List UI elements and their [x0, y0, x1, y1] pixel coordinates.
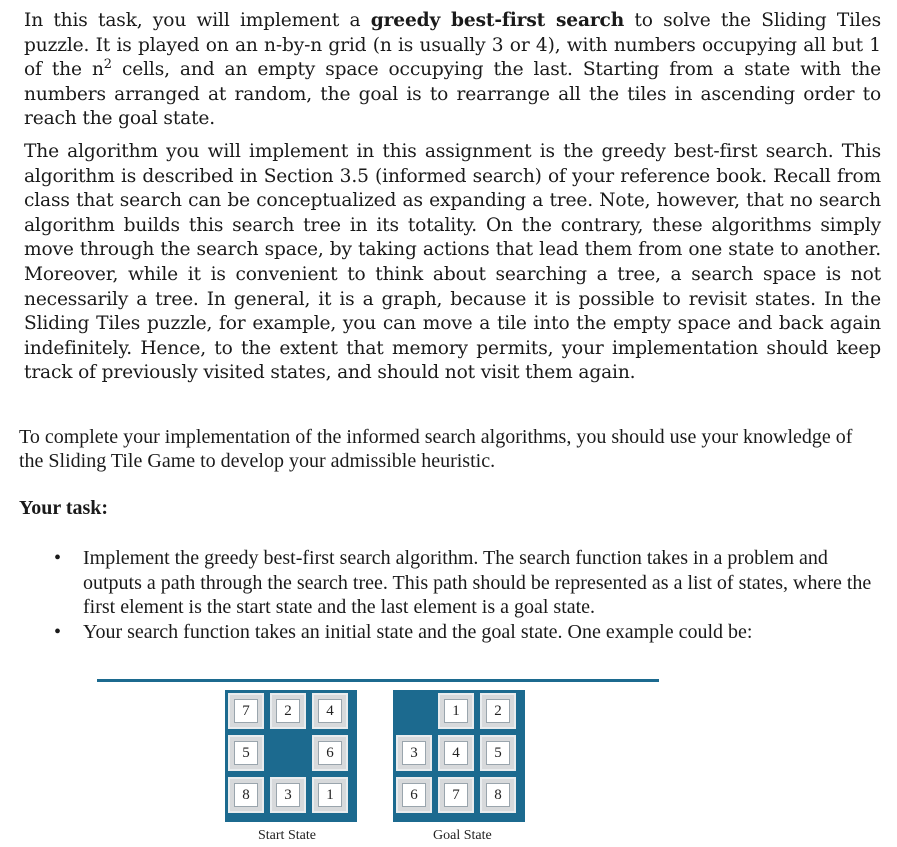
tile-number: 5: [486, 741, 510, 765]
tile-number: 4: [318, 699, 342, 723]
puzzle-tile: [228, 777, 264, 813]
goal-state-board: [393, 690, 525, 822]
tile-number: 2: [486, 699, 510, 723]
goal-state-caption: Goal State: [433, 828, 492, 843]
intro-bold-term: greedy best-first search: [370, 10, 625, 31]
tile-number: 2: [276, 699, 300, 723]
intro-text-a: In this task, you will implement a: [24, 10, 371, 31]
tile-number: 4: [444, 741, 468, 765]
bullet-icon: •: [54, 547, 62, 569]
empty-tile: [270, 735, 306, 771]
figure-divider: [97, 679, 659, 682]
puzzle-tile: [312, 735, 348, 771]
task-item-text: Your search function takes an initial state and the goal state. One example could be:: [83, 620, 753, 643]
puzzle-tile: [270, 693, 306, 729]
tile-number: 6: [318, 741, 342, 765]
task-list-item: [0, 620, 880, 645]
puzzle-tile: [438, 777, 474, 813]
tile-number: 3: [276, 783, 300, 807]
puzzle-tile: [396, 777, 432, 813]
tile-number: 8: [486, 783, 510, 807]
puzzle-tile: [438, 693, 474, 729]
tile-number: 8: [234, 783, 258, 807]
intro-paragraph: [24, 9, 881, 132]
tile-number: 6: [402, 783, 426, 807]
tile-number: 7: [234, 699, 258, 723]
puzzle-tile: [228, 735, 264, 771]
heuristic-paragraph: To complete your implementation of the informed search algorithms, you should use your knowledge of the Sliding Tile Game to develop your admissible heuristic.: [19, 426, 853, 472]
start-state-caption: Start State: [258, 828, 316, 843]
start-state-board: [225, 690, 357, 822]
empty-tile: [396, 693, 432, 729]
intro-text-c: cells, and an empty space occupying the last. Starting from a state with the numbers arranged at random, the goal is to rearrange all the tiles in ascending order to reach the goal state.: [24, 59, 882, 130]
tile-number: 7: [444, 783, 468, 807]
puzzle-tile: [312, 693, 348, 729]
superscript-two: 2: [103, 57, 112, 72]
puzzle-tile: [396, 735, 432, 771]
puzzle-tile: [480, 735, 516, 771]
tile-number: 5: [234, 741, 258, 765]
task-heading: Your task:: [19, 497, 109, 519]
task-list-item: [0, 546, 880, 620]
tile-number: 3: [402, 741, 426, 765]
puzzle-tile: [480, 777, 516, 813]
puzzle-tile: [438, 735, 474, 771]
puzzle-tile: [228, 693, 264, 729]
task-list: [0, 546, 880, 644]
tile-number: 1: [444, 699, 468, 723]
puzzle-tile: [480, 693, 516, 729]
algorithm-paragraph: The algorithm you will implement in this assignment is the greedy best-first search. This algorithm is described in Section 3.5 (informed search) of your reference book. Recall from class that search can be conceptualized as expanding a tree. Note, however, that no search algorithm builds this search tree in its totality. On the contrary, these algorithms simply move through the search space, by taking actions that lead them from one state to another. Moreover, while it is convenient to think about searching a tree, a search space is not necessarily a tree. In general, it is a graph, because it is possible to revisit states. In the Sliding Tiles puzzle, for example, you can move a tile into the empty space and back again indefinitely. Hence, to the extent that memory permits, your implementation should keep track of previously visited states, and should not visit them again.: [24, 141, 881, 384]
task-item-text: Implement the greedy best-first search algorithm. The search function takes in a problem and outputs a path through the search tree. This path should be represented as a list of states, where the first element is the start state and the last element is a goal state.: [83, 547, 872, 618]
tile-number: 1: [318, 783, 342, 807]
puzzle-tile: [270, 777, 306, 813]
intro-text-b: to solve the Sliding Tiles puzzle. It is played on an n-by-n grid (n is usually 3 or 4), with numbers occupying all but 1 of the n: [24, 10, 881, 81]
puzzle-tile: [312, 777, 348, 813]
bullet-icon: •: [54, 620, 62, 643]
